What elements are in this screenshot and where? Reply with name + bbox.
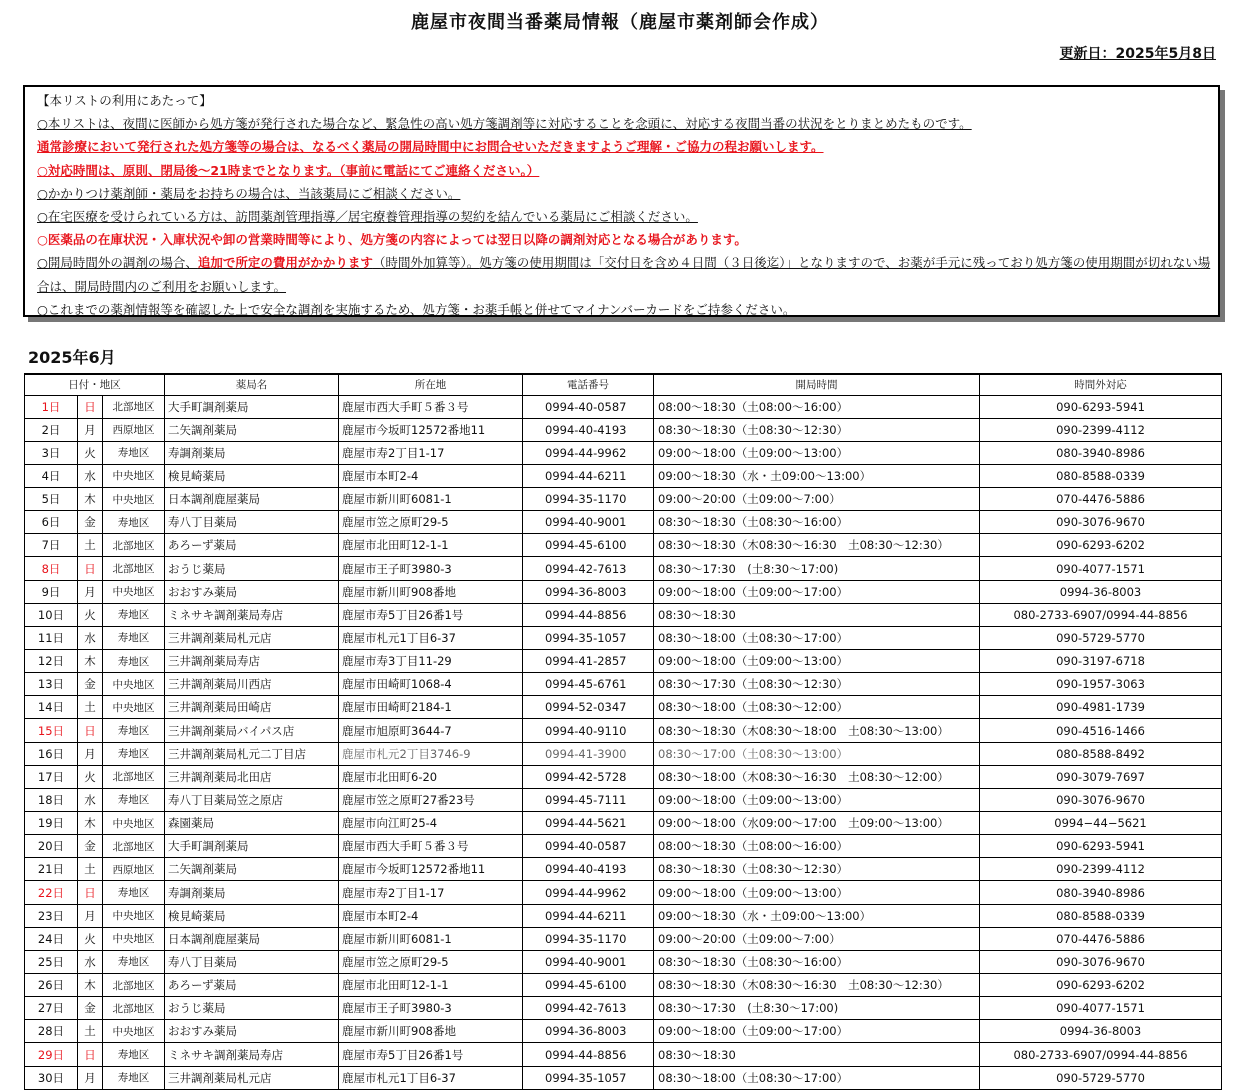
updated-date: 更新日：2025年5月8日	[1059, 46, 1216, 62]
cell-after-hours: 090-6293-5941	[980, 395, 1222, 418]
cell-address: 鹿屋市王子町3980-3	[339, 557, 523, 580]
usage-notice-box	[23, 85, 1220, 317]
cell-phone: 0994-42-7613	[523, 997, 654, 1020]
cell-after-hours: 090-4516-1466	[980, 719, 1222, 742]
cell-day: 27日	[25, 997, 78, 1020]
cell-after-hours: 090-6293-5941	[980, 835, 1222, 858]
cell-address: 鹿屋市田崎町2184-1	[339, 696, 523, 719]
notice-line-response-time: ○対応時間は、原則、閉局後～21時までとなります。（事前に電話にてご連絡ください。）	[37, 162, 540, 178]
cell-address: 鹿屋市本町2-4	[339, 464, 523, 487]
cell-after-hours: 090-3079-7697	[980, 765, 1222, 788]
cell-phone: 0994-40-4193	[523, 858, 654, 881]
cell-phone: 0994-35-1057	[523, 1066, 654, 1089]
cell-area: 寿地区	[103, 1043, 165, 1066]
cell-weekday: 月	[78, 742, 103, 765]
cell-phone: 0994-44-8856	[523, 1043, 654, 1066]
table-row	[25, 719, 1222, 742]
cell-pharmacy-name: 三井調剤薬局田崎店	[165, 696, 339, 719]
cell-pharmacy-name: あろーず薬局	[165, 974, 339, 997]
cell-area: 北部地区	[103, 557, 165, 580]
cell-weekday: 月	[78, 904, 103, 927]
cell-hours: 09:00～18:00（土09:00～13:00）	[654, 881, 980, 904]
cell-area: 北部地区	[103, 765, 165, 788]
cell-hours: 08:30～18:30	[654, 603, 980, 626]
night-duty-schedule-table	[24, 373, 1222, 1090]
cell-day: 28日	[25, 1020, 78, 1043]
cell-area: 北部地区	[103, 395, 165, 418]
notice-line-after-hours-fee	[37, 251, 1212, 297]
cell-phone: 0994-45-6761	[523, 673, 654, 696]
table-row	[25, 812, 1222, 835]
table-row	[25, 858, 1222, 881]
cell-area: 北部地区	[103, 997, 165, 1020]
notice-line-family-pharmacist: ○かかりつけ薬剤師・薬局をお持ちの場合は、当該薬局にご相談ください。	[37, 185, 461, 201]
cell-address: 鹿屋市寿5丁目26番1号	[339, 603, 523, 626]
cell-address: 鹿屋市笠之原町29-5	[339, 950, 523, 973]
page-title: 鹿屋市夜間当番薬局情報（鹿屋市薬剤師会作成）	[411, 12, 829, 33]
cell-pharmacy-name: 寿八丁目薬局	[165, 950, 339, 973]
cell-area: 中央地区	[103, 927, 165, 950]
notice-line-regular-hours: 通常診療において発行された処方箋等の場合は、なるべく薬局の開局時間中にお問合せいただきますようご理解・ご協力の程お願いします。	[37, 139, 824, 155]
cell-pharmacy-name: 三井調剤薬局北田店	[165, 765, 339, 788]
table-row	[25, 441, 1222, 464]
cell-area: 寿地区	[103, 742, 165, 765]
cell-area: 西原地区	[103, 858, 165, 881]
cell-day: 17日	[25, 765, 78, 788]
cell-after-hours: 080-8588-0339	[980, 464, 1222, 487]
cell-weekday: 火	[78, 927, 103, 950]
cell-pharmacy-name: 寿調剤薬局	[165, 881, 339, 904]
cell-phone: 0994-35-1170	[523, 488, 654, 511]
cell-after-hours: 0994-36-8003	[980, 580, 1222, 603]
notice-line-home-care: ○在宅医療を受けられている方は、訪問薬剤管理指導／居宅療養管理指導の契約を結んでいる薬局にご相談ください。	[37, 209, 698, 225]
cell-address: 鹿屋市旭原町3644-7	[339, 719, 523, 742]
cell-hours: 08:30～18:30（土08:30～16:00）	[654, 950, 980, 973]
cell-area: 中央地区	[103, 904, 165, 927]
cell-weekday: 水	[78, 464, 103, 487]
cell-after-hours: 090-3076-9670	[980, 788, 1222, 811]
cell-day: 4日	[25, 464, 78, 487]
cell-weekday: 水	[78, 626, 103, 649]
table-row	[25, 950, 1222, 973]
cell-address: 鹿屋市札元1丁目6-37	[339, 1066, 523, 1089]
cell-weekday: 火	[78, 603, 103, 626]
cell-address: 鹿屋市笠之原町27番23号	[339, 788, 523, 811]
cell-day: 15日	[25, 719, 78, 742]
cell-day: 19日	[25, 812, 78, 835]
cell-phone: 0994-52-0347	[523, 696, 654, 719]
cell-day: 5日	[25, 488, 78, 511]
cell-weekday: 日	[78, 719, 103, 742]
cell-hours: 08:30～18:00（土08:30～12:00）	[654, 696, 980, 719]
cell-day: 2日	[25, 418, 78, 441]
cell-address: 鹿屋市向江町25-4	[339, 812, 523, 835]
cell-hours: 08:00～18:30（土08:00～16:00）	[654, 395, 980, 418]
cell-pharmacy-name: おうじ薬局	[165, 997, 339, 1020]
cell-day: 12日	[25, 650, 78, 673]
cell-weekday: 火	[78, 765, 103, 788]
cell-after-hours: 090-6293-6202	[980, 974, 1222, 997]
cell-area: 中央地区	[103, 673, 165, 696]
cell-pharmacy-name: 大手町調剤薬局	[165, 835, 339, 858]
cell-phone: 0994-45-6100	[523, 974, 654, 997]
cell-weekday: 金	[78, 673, 103, 696]
cell-pharmacy-name: 寿八丁目薬局笠之原店	[165, 788, 339, 811]
cell-address: 鹿屋市王子町3980-3	[339, 997, 523, 1020]
table-row	[25, 881, 1222, 904]
cell-weekday: 月	[78, 1066, 103, 1089]
cell-weekday: 日	[78, 557, 103, 580]
cell-hours: 09:00～18:00（土09:00～17:00）	[654, 1020, 980, 1043]
cell-weekday: 日	[78, 881, 103, 904]
notice-heading: 【本リストの利用にあたって】	[37, 93, 212, 108]
cell-hours: 08:30～18:30（木08:30～16:30 土08:30～12:30）	[654, 974, 980, 997]
cell-phone: 0994-45-6100	[523, 534, 654, 557]
cell-day: 11日	[25, 626, 78, 649]
cell-hours: 08:30～17:30 (土8:30～17:00)	[654, 997, 980, 1020]
cell-address: 鹿屋市新川町908番地	[339, 580, 523, 603]
cell-address: 鹿屋市新川町6081-1	[339, 927, 523, 950]
cell-phone: 0994-45-7111	[523, 788, 654, 811]
cell-area: 北部地区	[103, 835, 165, 858]
cell-pharmacy-name: 森園薬局	[165, 812, 339, 835]
header-phone: 電話番号	[523, 374, 654, 395]
cell-phone: 0994-44-5621	[523, 812, 654, 835]
cell-phone: 0994-44-9962	[523, 441, 654, 464]
schedule-month: 2025年6月	[28, 348, 116, 367]
cell-phone: 0994-42-7613	[523, 557, 654, 580]
table-row	[25, 788, 1222, 811]
cell-pharmacy-name: 日本調剤鹿屋薬局	[165, 488, 339, 511]
cell-address: 鹿屋市寿3丁目11-29	[339, 650, 523, 673]
notice-prescription-validity: 処方箋の使用期間は「交付日を含め４日間（３日後迄）」となりますので、お薬が手元に残っており処方箋の使用期間が切れない場合は、開局時間内のご利用をお願いします。	[37, 255, 1211, 294]
cell-hours: 09:00～18:30（水・土09:00～13:00）	[654, 464, 980, 487]
cell-after-hours: 0994-36-8003	[980, 1020, 1222, 1043]
table-row	[25, 835, 1222, 858]
cell-address: 鹿屋市札元2丁目3746-9	[339, 742, 523, 765]
cell-pharmacy-name: おおすみ薬局	[165, 1020, 339, 1043]
notice-line-purpose: ○本リストは、夜間に医師から処方箋が発行された場合など、緊急性の高い処方箋調剤等に対応することを念頭に、対応する夜間当番の状況をとりまとめたものです。	[37, 116, 972, 132]
cell-area: 寿地区	[103, 626, 165, 649]
cell-phone: 0994-40-4193	[523, 418, 654, 441]
cell-weekday: 木	[78, 974, 103, 997]
table-row	[25, 464, 1222, 487]
cell-area: 寿地区	[103, 650, 165, 673]
cell-pharmacy-name: 三井調剤薬局札元店	[165, 1066, 339, 1089]
cell-day: 26日	[25, 974, 78, 997]
table-row	[25, 534, 1222, 557]
cell-area: 寿地区	[103, 788, 165, 811]
cell-after-hours: 090-4077-1571	[980, 997, 1222, 1020]
cell-after-hours: 090-3076-9670	[980, 511, 1222, 534]
table-body	[25, 395, 1222, 1089]
cell-pharmacy-name: ミネサキ調剤薬局寿店	[165, 1043, 339, 1066]
notice-fee-suffix: （時間外加算等）。	[372, 255, 480, 271]
cell-after-hours: 090-2399-4112	[980, 418, 1222, 441]
cell-day: 10日	[25, 603, 78, 626]
cell-address: 鹿屋市北田町6-20	[339, 765, 523, 788]
cell-hours: 09:00～20:00（土09:00～7:00）	[654, 488, 980, 511]
cell-address: 鹿屋市田崎町1068-4	[339, 673, 523, 696]
cell-phone: 0994-44-9962	[523, 881, 654, 904]
cell-weekday: 金	[78, 835, 103, 858]
table-row	[25, 904, 1222, 927]
cell-phone: 0994-42-5728	[523, 765, 654, 788]
cell-area: 寿地区	[103, 881, 165, 904]
cell-hours: 08:30～18:00（土08:30～17:00）	[654, 1066, 980, 1089]
table-row	[25, 997, 1222, 1020]
cell-after-hours: 0994−44−5621	[980, 812, 1222, 835]
cell-address: 鹿屋市寿5丁目26番1号	[339, 1043, 523, 1066]
notice-line-stock-status: ○医薬品の在庫状況・入庫状況や卸の営業時間等により、処方箋の内容によっては翌日以降の調剤対応となる場合があります。	[37, 232, 747, 248]
cell-address: 鹿屋市本町2-4	[339, 904, 523, 927]
cell-after-hours: 090-5729-5770	[980, 626, 1222, 649]
cell-after-hours: 090-3076-9670	[980, 950, 1222, 973]
cell-day: 13日	[25, 673, 78, 696]
cell-pharmacy-name: 寿調剤薬局	[165, 441, 339, 464]
cell-phone: 0994-41-2857	[523, 650, 654, 673]
cell-day: 14日	[25, 696, 78, 719]
header-address: 所在地	[339, 374, 523, 395]
table-row	[25, 650, 1222, 673]
header-hours: 開局時間	[654, 374, 980, 395]
cell-area: 寿地区	[103, 511, 165, 534]
cell-after-hours: 090-1957-3063	[980, 673, 1222, 696]
cell-day: 21日	[25, 858, 78, 881]
cell-address: 鹿屋市今坂町12572番地11	[339, 418, 523, 441]
cell-pharmacy-name: ミネサキ調剤薬局寿店	[165, 603, 339, 626]
cell-day: 22日	[25, 881, 78, 904]
cell-after-hours: 090-3197-6718	[980, 650, 1222, 673]
cell-pharmacy-name: 大手町調剤薬局	[165, 395, 339, 418]
cell-day: 6日	[25, 511, 78, 534]
cell-day: 29日	[25, 1043, 78, 1066]
cell-day: 30日	[25, 1066, 78, 1089]
cell-day: 25日	[25, 950, 78, 973]
cell-address: 鹿屋市札元1丁目6-37	[339, 626, 523, 649]
table-row	[25, 765, 1222, 788]
cell-phone: 0994-41-3900	[523, 742, 654, 765]
cell-after-hours: 080-3940-8986	[980, 441, 1222, 464]
cell-hours: 09:00～18:30（水・土09:00～13:00）	[654, 904, 980, 927]
cell-pharmacy-name: 三井調剤薬局札元二丁目店	[165, 742, 339, 765]
cell-after-hours: 090-4077-1571	[980, 557, 1222, 580]
cell-pharmacy-name: 日本調剤鹿屋薬局	[165, 927, 339, 950]
cell-after-hours: 090-6293-6202	[980, 534, 1222, 557]
header-pharmacy: 薬局名	[165, 374, 339, 395]
cell-area: 寿地区	[103, 950, 165, 973]
cell-area: 北部地区	[103, 534, 165, 557]
table-row	[25, 580, 1222, 603]
cell-phone: 0994-40-9001	[523, 511, 654, 534]
cell-pharmacy-name: 検見崎薬局	[165, 904, 339, 927]
cell-phone: 0994-36-8003	[523, 1020, 654, 1043]
cell-hours: 08:30～18:30（土08:30～12:30）	[654, 418, 980, 441]
cell-phone: 0994-40-9110	[523, 719, 654, 742]
cell-weekday: 土	[78, 534, 103, 557]
cell-day: 3日	[25, 441, 78, 464]
cell-after-hours: 090-4981-1739	[980, 696, 1222, 719]
cell-area: 寿地区	[103, 1066, 165, 1089]
cell-phone: 0994-44-6211	[523, 464, 654, 487]
cell-hours: 08:30～17:30 (土8:30～17:00)	[654, 557, 980, 580]
cell-after-hours: 090-5729-5770	[980, 1066, 1222, 1089]
cell-hours: 08:30～18:30（木08:30～18:00 土08:30～13:00）	[654, 719, 980, 742]
cell-weekday: 水	[78, 788, 103, 811]
cell-after-hours: 090-2399-4112	[980, 858, 1222, 881]
cell-pharmacy-name: 三井調剤薬局寿店	[165, 650, 339, 673]
cell-weekday: 土	[78, 858, 103, 881]
table-row	[25, 974, 1222, 997]
cell-weekday: 火	[78, 441, 103, 464]
cell-day: 8日	[25, 557, 78, 580]
cell-area: 中央地区	[103, 812, 165, 835]
cell-area: 寿地区	[103, 441, 165, 464]
cell-phone: 0994-40-0587	[523, 395, 654, 418]
cell-weekday: 月	[78, 580, 103, 603]
table-row	[25, 927, 1222, 950]
cell-day: 24日	[25, 927, 78, 950]
cell-phone: 0994-44-6211	[523, 904, 654, 927]
cell-hours: 08:30～17:00（土08:30～13:00）	[654, 742, 980, 765]
notice-fee-emphasis: 追加で所定の費用がかかります	[197, 255, 373, 271]
cell-day: 7日	[25, 534, 78, 557]
cell-pharmacy-name: 寿八丁目薬局	[165, 511, 339, 534]
cell-area: 寿地区	[103, 719, 165, 742]
cell-area: 西原地区	[103, 418, 165, 441]
cell-address: 鹿屋市寿2丁目1-17	[339, 881, 523, 904]
cell-hours: 08:30～18:30（土08:30～16:00）	[654, 511, 980, 534]
cell-pharmacy-name: おおすみ薬局	[165, 580, 339, 603]
cell-pharmacy-name: 三井調剤薬局バイパス店	[165, 719, 339, 742]
cell-area: 中央地区	[103, 696, 165, 719]
table-row	[25, 395, 1222, 418]
table-row	[25, 1043, 1222, 1066]
cell-after-hours: 070-4476-5886	[980, 488, 1222, 511]
table-row	[25, 1020, 1222, 1043]
table-row	[25, 603, 1222, 626]
table-header-row	[25, 374, 1222, 395]
cell-hours: 08:30～18:30（木08:30～16:30 土08:30～12:30）	[654, 534, 980, 557]
cell-hours: 08:00～18:30（土08:00～16:00）	[654, 835, 980, 858]
cell-hours: 08:30～18:30	[654, 1043, 980, 1066]
cell-area: 寿地区	[103, 603, 165, 626]
cell-pharmacy-name: 三井調剤薬局札元店	[165, 626, 339, 649]
cell-pharmacy-name: 検見崎薬局	[165, 464, 339, 487]
cell-weekday: 月	[78, 418, 103, 441]
cell-address: 鹿屋市新川町908番地	[339, 1020, 523, 1043]
notice-fee-prefix: ○開局時間外の調剤の場合、	[37, 255, 198, 271]
cell-phone: 0994-35-1057	[523, 626, 654, 649]
table-row	[25, 696, 1222, 719]
cell-weekday: 日	[78, 1043, 103, 1066]
cell-address: 鹿屋市北田町12-1-1	[339, 974, 523, 997]
cell-phone: 0994-40-0587	[523, 835, 654, 858]
cell-hours: 09:00～18:00（土09:00～13:00）	[654, 788, 980, 811]
cell-after-hours: 080-2733-6907/0994-44-8856	[980, 1043, 1222, 1066]
cell-address: 鹿屋市今坂町12572番地11	[339, 858, 523, 881]
cell-hours: 08:30～17:30（土08:30～12:30）	[654, 673, 980, 696]
cell-hours: 08:30～18:00（木08:30～16:30 土08:30～12:00）	[654, 765, 980, 788]
cell-after-hours: 070-4476-5886	[980, 927, 1222, 950]
cell-phone: 0994-36-8003	[523, 580, 654, 603]
cell-area: 中央地区	[103, 464, 165, 487]
table-row	[25, 488, 1222, 511]
cell-pharmacy-name: あろーず薬局	[165, 534, 339, 557]
cell-address: 鹿屋市笠之原町29-5	[339, 511, 523, 534]
cell-weekday: 土	[78, 696, 103, 719]
cell-weekday: 水	[78, 950, 103, 973]
cell-hours: 08:30～18:30（土08:30～12:30）	[654, 858, 980, 881]
table-row	[25, 1066, 1222, 1089]
cell-hours: 09:00～18:00（水09:00～17:00 土09:00～13:00）	[654, 812, 980, 835]
cell-address: 鹿屋市寿2丁目1-17	[339, 441, 523, 464]
table-row	[25, 418, 1222, 441]
cell-weekday: 金	[78, 997, 103, 1020]
cell-weekday: 日	[78, 395, 103, 418]
cell-phone: 0994-40-9001	[523, 950, 654, 973]
cell-area: 中央地区	[103, 488, 165, 511]
cell-hours: 09:00～18:00（土09:00～13:00）	[654, 441, 980, 464]
cell-area: 中央地区	[103, 1020, 165, 1043]
cell-day: 16日	[25, 742, 78, 765]
cell-day: 9日	[25, 580, 78, 603]
cell-weekday: 木	[78, 488, 103, 511]
cell-area: 北部地区	[103, 974, 165, 997]
cell-after-hours: 080-8588-8492	[980, 742, 1222, 765]
cell-address: 鹿屋市西大手町５番３号	[339, 835, 523, 858]
table-row	[25, 557, 1222, 580]
cell-address: 鹿屋市北田町12-1-1	[339, 534, 523, 557]
table-row	[25, 673, 1222, 696]
cell-hours: 09:00～18:00（土09:00～13:00）	[654, 650, 980, 673]
cell-day: 20日	[25, 835, 78, 858]
cell-weekday: 金	[78, 511, 103, 534]
cell-day: 23日	[25, 904, 78, 927]
cell-hours: 08:30～18:00（土08:30～17:00）	[654, 626, 980, 649]
table-row	[25, 511, 1222, 534]
cell-area: 中央地区	[103, 580, 165, 603]
cell-weekday: 木	[78, 812, 103, 835]
cell-after-hours: 080-3940-8986	[980, 881, 1222, 904]
cell-pharmacy-name: 二矢調剤薬局	[165, 858, 339, 881]
cell-pharmacy-name: おうじ薬局	[165, 557, 339, 580]
notice-line-my-number-card: ○これまでの薬剤情報等を確認した上で安全な調剤を実施するため、処方箋・お薬手帳と併せてマイナンバーカードをご持参ください。	[37, 301, 796, 317]
cell-phone: 0994-44-8856	[523, 603, 654, 626]
cell-hours: 09:00～20:00（土09:00～7:00）	[654, 927, 980, 950]
header-after-hours: 時間外対応	[980, 374, 1222, 395]
cell-day: 1日	[25, 395, 78, 418]
cell-hours: 09:00～18:00（土09:00～17:00）	[654, 580, 980, 603]
cell-after-hours: 080-2733-6907/0994-44-8856	[980, 603, 1222, 626]
cell-phone: 0994-35-1170	[523, 927, 654, 950]
cell-pharmacy-name: 二矢調剤薬局	[165, 418, 339, 441]
cell-address: 鹿屋市新川町6081-1	[339, 488, 523, 511]
cell-pharmacy-name: 三井調剤薬局川西店	[165, 673, 339, 696]
table-row	[25, 742, 1222, 765]
cell-after-hours: 080-8588-0339	[980, 904, 1222, 927]
header-date-area: 日付・地区	[25, 374, 165, 395]
cell-weekday: 土	[78, 1020, 103, 1043]
table-row	[25, 626, 1222, 649]
cell-weekday: 木	[78, 650, 103, 673]
cell-address: 鹿屋市西大手町５番３号	[339, 395, 523, 418]
cell-day: 18日	[25, 788, 78, 811]
